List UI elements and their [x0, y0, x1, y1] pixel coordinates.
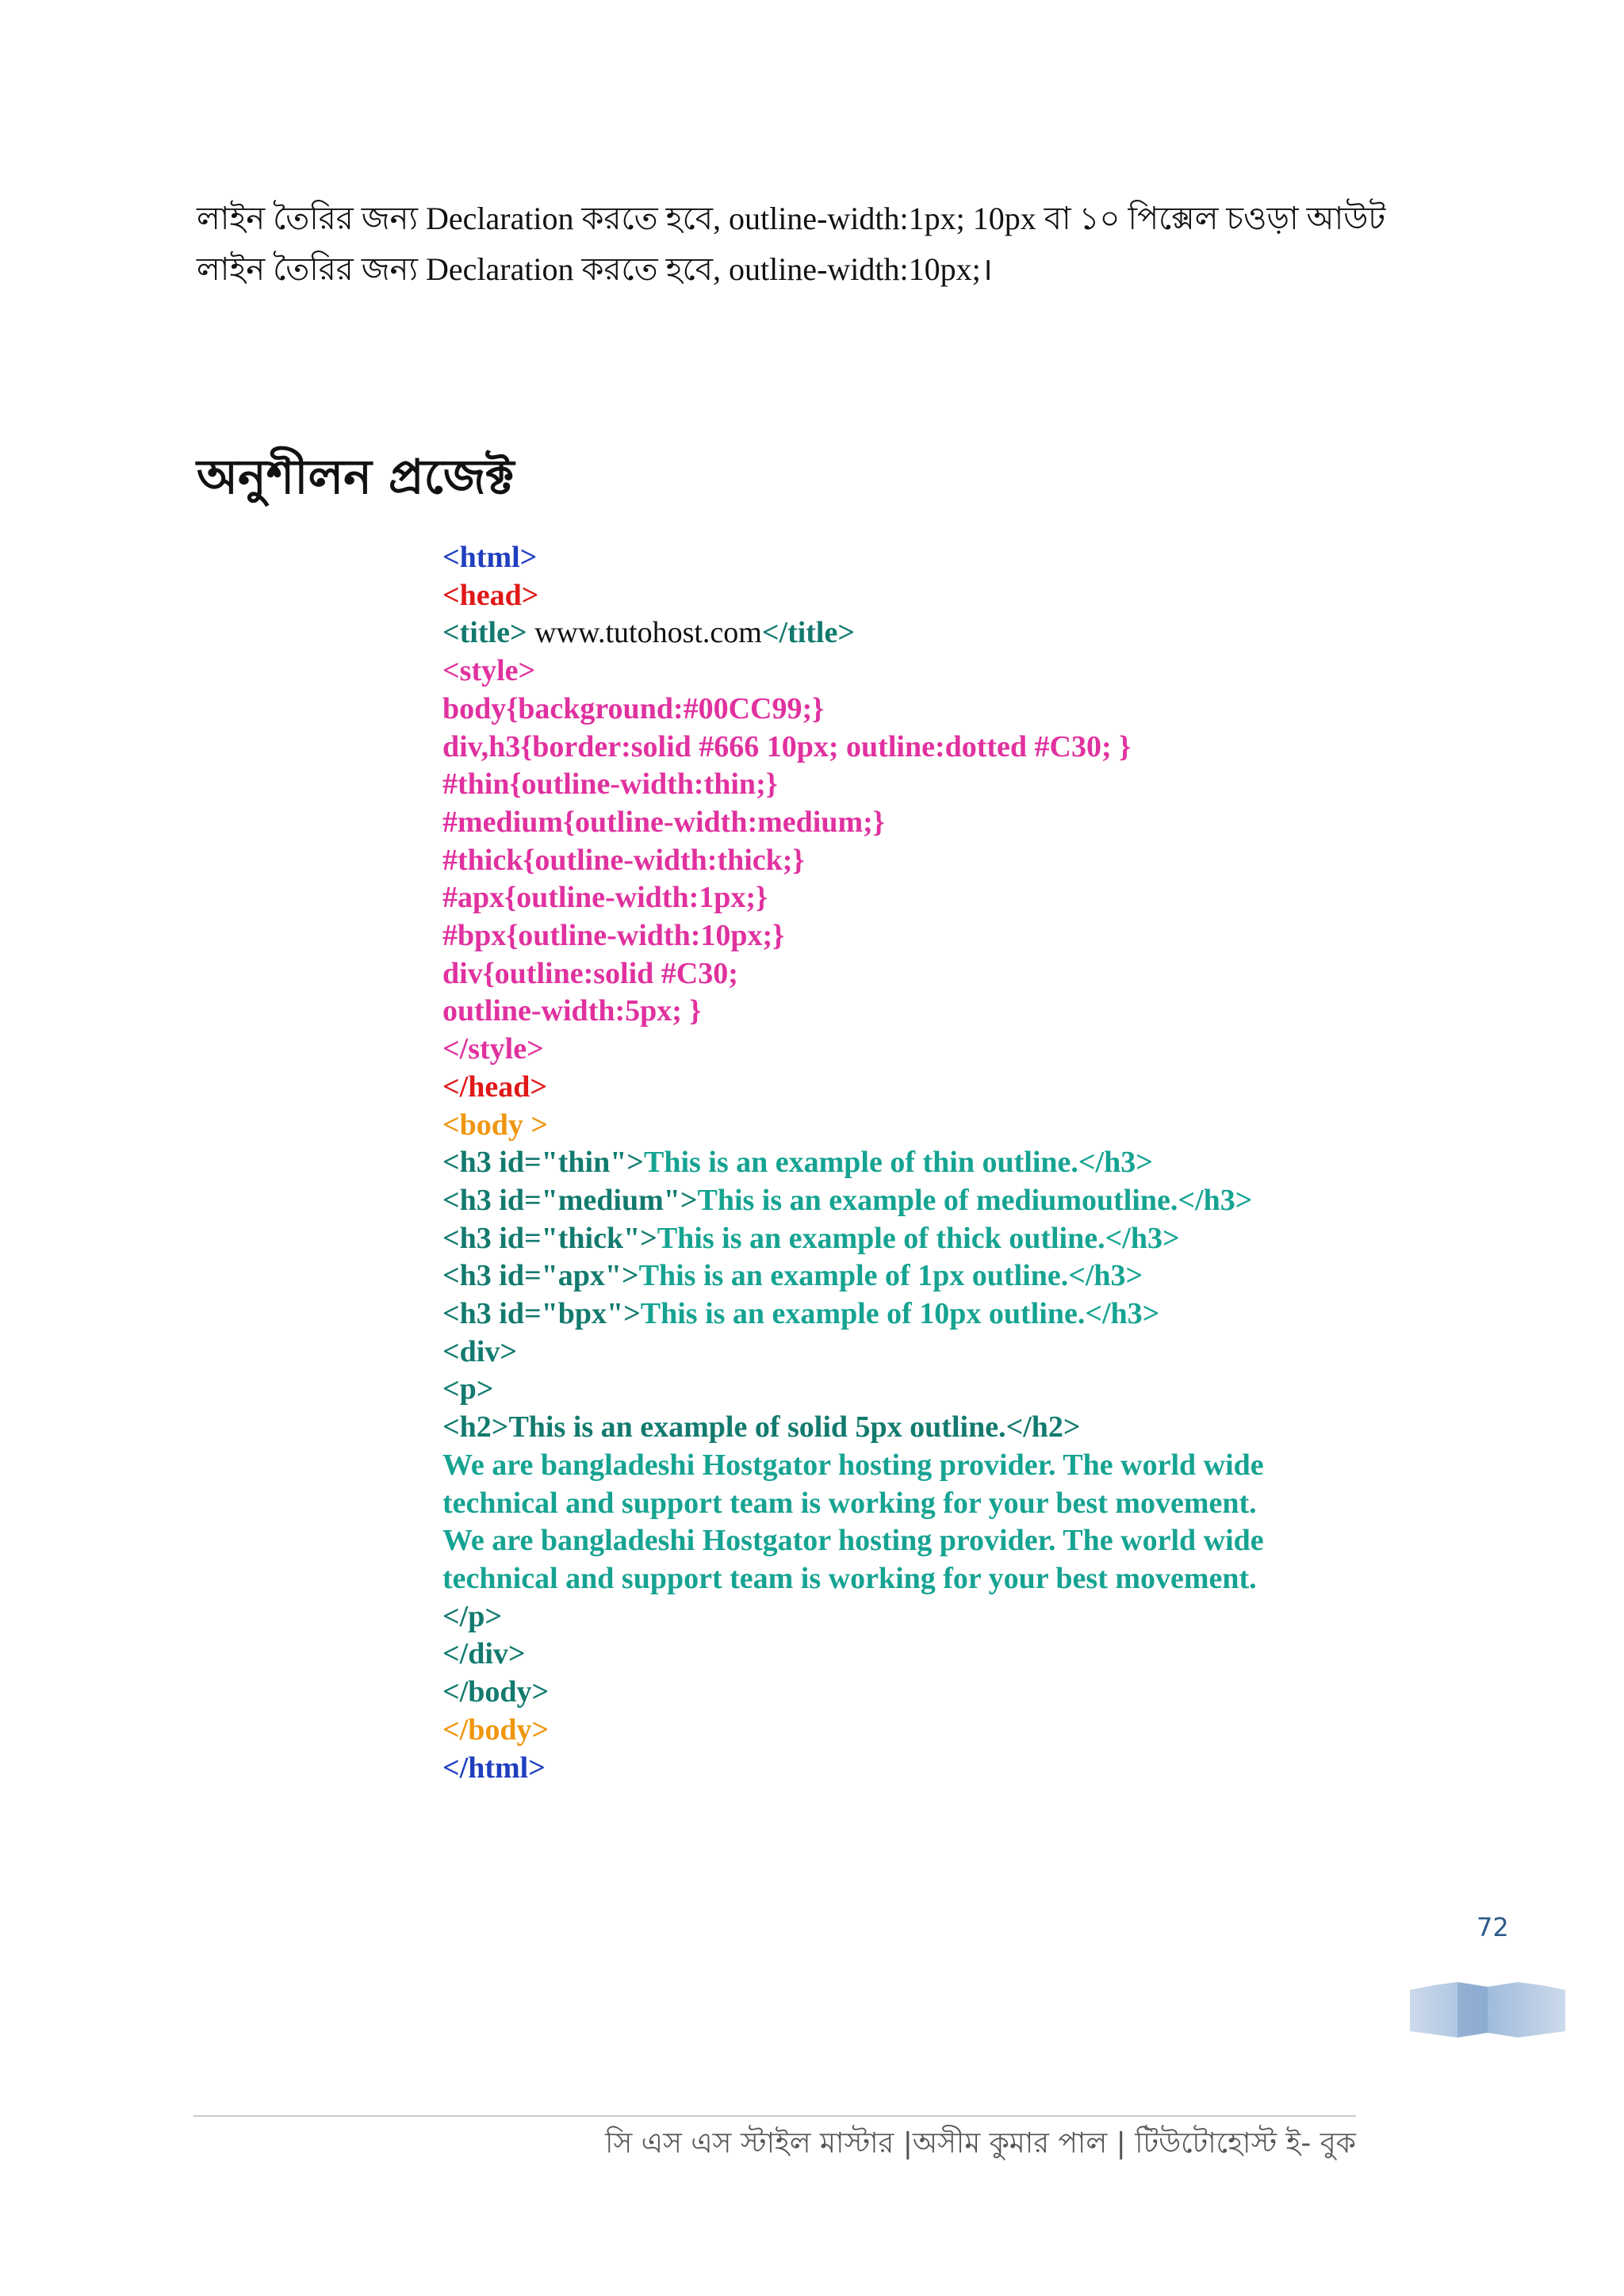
code-token: <h3 id="medium">: [442, 1183, 698, 1217]
page-tab-decoration: [1410, 1980, 1565, 2039]
code-token: </p>: [442, 1599, 502, 1633]
footer-text: সি এস এস স্টাইল মাস্টার |অসীম কুমার পাল | টিউটোহোস্ট ই- বুক: [605, 2127, 1356, 2160]
code-token: div,h3{border:solid #666 10px; outline:dotted #C30; }: [442, 729, 1132, 763]
code-token: We are bangladeshi Hostgator hosting provider. The world wide: [442, 1524, 1264, 1558]
intro-line-1: লাইন তৈরির জন্য Declaration করতে হবে, outline-width:1px; 10px বা ১০ পিক্সেল চওড়া আউট: [197, 201, 1386, 236]
code-token: </body>: [442, 1712, 550, 1747]
code-line: [442, 1712, 1394, 1750]
code-line: [442, 1674, 1394, 1712]
code-token: This is an example of thin outline.</h3>: [643, 1146, 1153, 1180]
code-line: [442, 1107, 1394, 1145]
code-line: [442, 766, 1394, 804]
code-line: [442, 1295, 1394, 1334]
section-heading: অনুশীলন প্রজেক্ট: [197, 450, 515, 505]
code-token: body{background:#00CC99;}: [442, 691, 825, 725]
code-token: #apx{outline-width:1px;}: [442, 881, 768, 915]
code-token: </html>: [442, 1751, 546, 1785]
code-token: #thick{outline-width:thick;}: [442, 843, 805, 877]
code-token: </div>: [442, 1637, 526, 1671]
code-token: <h3 id="apx">: [442, 1259, 639, 1293]
code-line: [442, 1257, 1394, 1295]
code-token: technical and support team is working for your best movement.: [442, 1561, 1257, 1595]
code-line: [442, 1069, 1394, 1107]
code-token: www.tutohost.com: [527, 616, 762, 650]
code-token: <h3 id="bpx">: [442, 1297, 641, 1331]
code-token: This is an example of mediumoutline.</h3>: [697, 1183, 1253, 1217]
code-token: This is an example of 1px outline.</h3>: [638, 1259, 1143, 1293]
code-line: [442, 879, 1394, 917]
footer-divider: [193, 2115, 1356, 2117]
code-token: div{outline:solid #C30;: [442, 956, 738, 990]
code-token: <body >: [442, 1108, 549, 1142]
code-line: [442, 1447, 1394, 1485]
code-line: [442, 1636, 1394, 1674]
code-line: [442, 955, 1394, 993]
code-line: [442, 1522, 1394, 1560]
intro-line-2: লাইন তৈরির জন্য Declaration করতে হবে, outline-width:10px;।: [197, 251, 993, 287]
code-token: <h3 id="thick">: [442, 1221, 657, 1255]
code-token: This is an example of solid 5px outline.</h2>: [508, 1410, 1081, 1445]
code-token: We are bangladeshi Hostgator hosting provider. The world wide: [442, 1448, 1264, 1482]
code-line: [442, 842, 1394, 880]
code-token: #bpx{outline-width:10px;}: [442, 919, 785, 953]
code-token: outline-width:5px; }: [442, 994, 702, 1028]
code-token: #thin{outline-width:thin;}: [442, 767, 778, 802]
code-token: This is an example of 10px outline.</h3>: [640, 1297, 1160, 1331]
code-line: [442, 614, 1394, 652]
code-line: [442, 577, 1394, 615]
code-line: [442, 917, 1394, 955]
code-line: [442, 1371, 1394, 1409]
code-token: <h2>: [442, 1410, 509, 1445]
code-token: </title>: [761, 616, 856, 650]
code-token: <style>: [442, 654, 536, 688]
code-line: [442, 1334, 1394, 1372]
code-token: <h3 id="thin">: [442, 1146, 644, 1180]
code-line: [442, 993, 1394, 1031]
code-token: <p>: [442, 1372, 494, 1406]
code-token: #medium{outline-width:medium;}: [442, 805, 885, 839]
code-line: [442, 1220, 1394, 1258]
code-line: [442, 1598, 1394, 1636]
code-line: [442, 804, 1394, 842]
code-listing: [442, 539, 1394, 1787]
code-token: <div>: [442, 1334, 517, 1368]
intro-paragraph: [197, 193, 1386, 295]
code-line: [442, 1750, 1394, 1788]
code-token: <title>: [442, 616, 527, 650]
code-line: [442, 1560, 1394, 1598]
code-line: [442, 652, 1394, 691]
code-token: <head>: [442, 578, 539, 612]
code-token: This is an example of thick outline.</h3>: [657, 1221, 1180, 1255]
code-line: [442, 1182, 1394, 1220]
code-token: <html>: [442, 541, 538, 574]
code-line: [442, 691, 1394, 729]
code-token: </body>: [442, 1675, 550, 1709]
code-line: [442, 1409, 1394, 1447]
code-line: [442, 539, 1394, 577]
code-token: </head>: [442, 1070, 547, 1104]
code-token: technical and support team is working for your best movement.: [442, 1486, 1257, 1520]
code-line: [442, 1031, 1394, 1069]
code-line: [442, 1144, 1394, 1182]
code-token: </style>: [442, 1032, 544, 1066]
page-number: 72: [1477, 1912, 1509, 1942]
code-line: [442, 1485, 1394, 1523]
code-line: [442, 729, 1394, 767]
